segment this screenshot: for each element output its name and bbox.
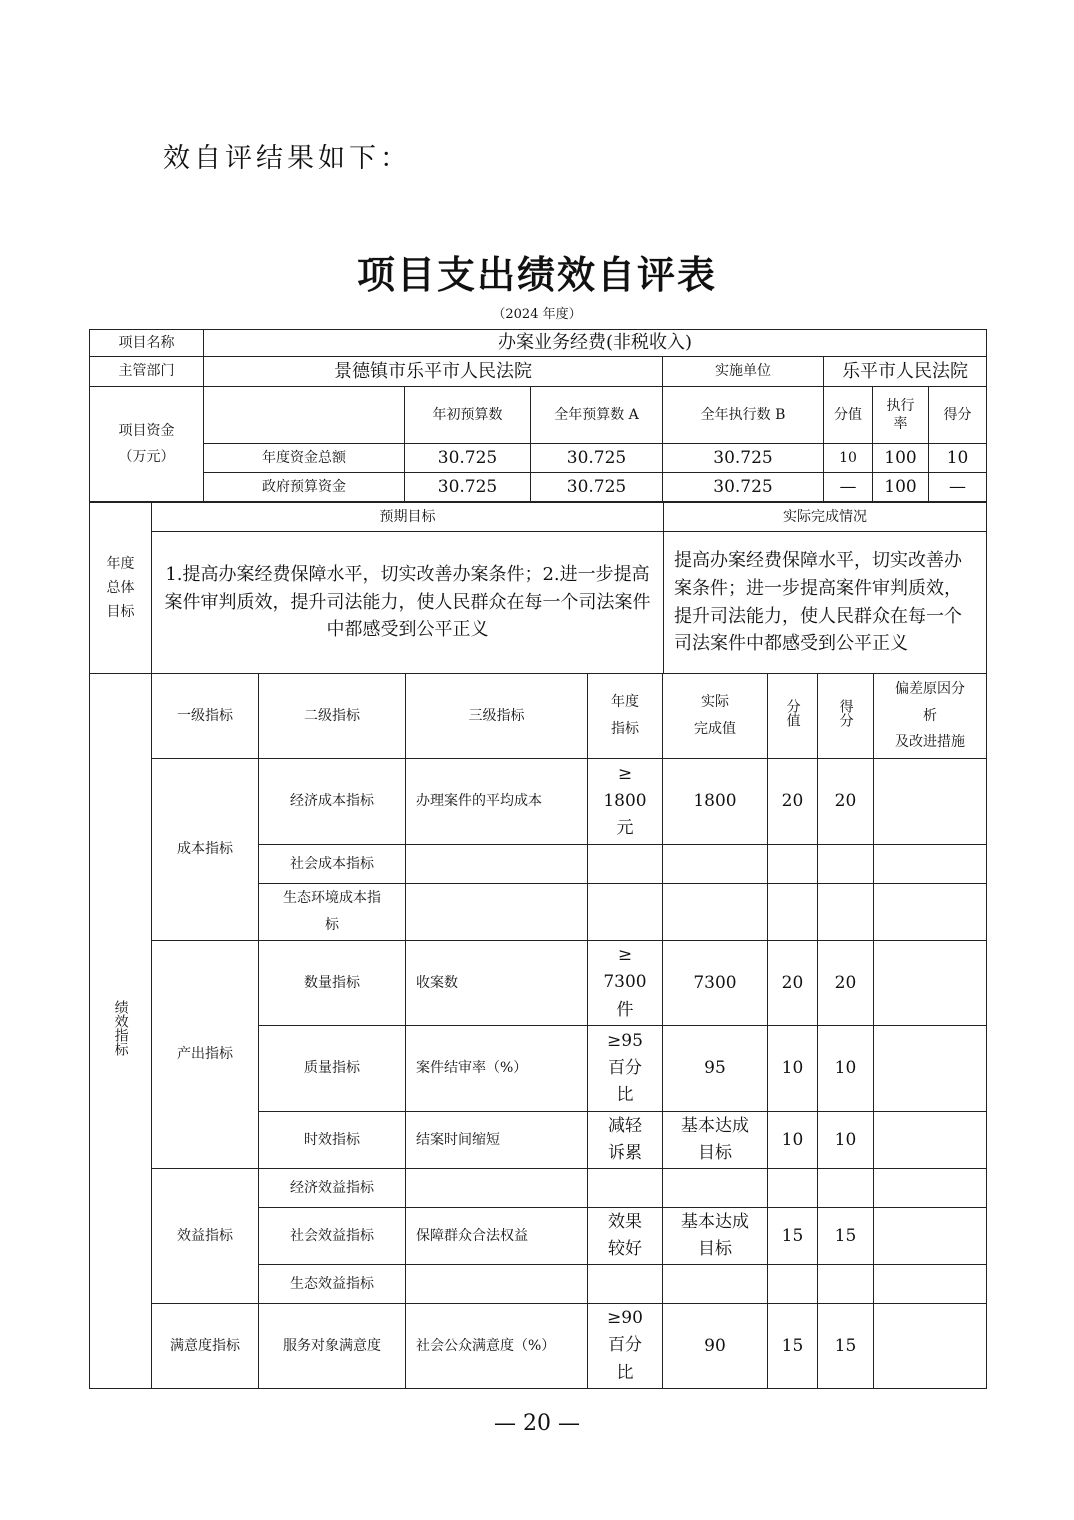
funds-row-gov-score: — <box>929 473 987 502</box>
econ-cost-actual: 1800 <box>663 759 768 845</box>
satisfaction-actual: 90 <box>663 1304 768 1389</box>
funds-label <box>90 387 204 502</box>
dept-label: 主管部门 <box>90 357 204 387</box>
satisfaction-target-line3: 比 <box>616 1362 634 1383</box>
group-output: 产出指标 <box>152 941 259 1169</box>
econ-benefit-actual <box>663 1169 768 1208</box>
header-score-text: 得分 <box>837 699 854 728</box>
dept-value: 景德镇市乐平市人民法院 <box>204 357 663 387</box>
header-actual <box>663 674 768 759</box>
header-actual-line2: 完成值 <box>694 721 736 737</box>
header-score-value-text: 分值 <box>784 699 801 728</box>
social-cost-score <box>818 845 874 884</box>
eco-benefit-target <box>588 1265 663 1304</box>
quality-target-line1: ≥95 <box>607 1030 643 1051</box>
funds-row-total-name: 年度资金总额 <box>204 444 405 473</box>
header-score-value <box>768 674 818 759</box>
quantity-actual: 7300 <box>663 941 768 1026</box>
header-level2: 二级指标 <box>259 674 406 759</box>
timeliness-target-line1: 减轻 <box>608 1115 642 1136</box>
eco-cost-deviation <box>874 884 987 941</box>
timeliness-score-value: 10 <box>768 1112 818 1169</box>
econ-cost-target-line3: 元 <box>616 818 634 839</box>
econ-cost-target-line1: ≥ <box>617 763 633 784</box>
econ-benefit-deviation <box>874 1169 987 1208</box>
funds-header-rate: 执行率 <box>873 387 929 444</box>
funds-row-gov-score-value: — <box>824 473 873 502</box>
eco-benefit-score <box>818 1265 874 1304</box>
funds-header-annual: 全年预算数 A <box>531 387 663 444</box>
quantity-target-line2: 7300 <box>603 972 647 993</box>
funds-row-gov-initial: 30.725 <box>405 473 531 502</box>
econ-benefit-level3 <box>406 1169 588 1208</box>
quantity-level3: 收案数 <box>406 941 588 1026</box>
header-target-line1: 年度 <box>611 694 639 711</box>
project-name-value: 办案业务经费(非税收入) <box>204 330 987 357</box>
social-cost-actual <box>663 845 768 884</box>
project-name-label: 项目名称 <box>90 330 204 357</box>
funds-row-total-annual: 30.725 <box>531 444 663 473</box>
satisfaction-target-line2: 百分 <box>608 1335 642 1356</box>
quantity-score-value: 20 <box>768 941 818 1026</box>
eco-benefit-deviation <box>874 1265 987 1304</box>
social-benefit-actual-line1: 基本达成 <box>681 1211 749 1232</box>
satisfaction-score-value: 15 <box>768 1304 818 1389</box>
impl-value: 乐平市人民法院 <box>824 357 987 387</box>
social-cost-deviation <box>874 845 987 884</box>
quantity-target-line1: ≥ <box>617 945 633 966</box>
funds-row-total-executed: 30.725 <box>663 444 824 473</box>
eco-cost-target <box>588 884 663 941</box>
quality-level3: 案件结审率（%） <box>406 1026 588 1112</box>
goals-label <box>90 503 152 674</box>
group-cost: 成本指标 <box>152 759 259 941</box>
quality-actual: 95 <box>663 1026 768 1112</box>
header-level1: 一级指标 <box>152 674 259 759</box>
quantity-level2: 数量指标 <box>259 941 406 1026</box>
timeliness-actual-line1: 基本达成 <box>681 1115 749 1136</box>
eco-cost-level2-line2: 标 <box>325 917 339 933</box>
funds-row-gov-annual: 30.725 <box>531 473 663 502</box>
funds-row-gov-rate: 100 <box>873 473 929 502</box>
social-cost-target <box>588 845 663 884</box>
eco-benefit-actual <box>663 1265 768 1304</box>
funds-header-executed: 全年执行数 B <box>663 387 824 444</box>
econ-cost-score: 20 <box>818 759 874 845</box>
page-number: — 20 — <box>494 1411 580 1436</box>
funds-row-total-score-value: 10 <box>824 444 873 473</box>
header-target-line2: 指标 <box>611 721 639 737</box>
econ-cost-level2: 经济成本指标 <box>259 759 406 845</box>
satisfaction-target <box>588 1304 663 1389</box>
social-benefit-score: 15 <box>818 1208 874 1265</box>
funds-row-total-rate: 100 <box>873 444 929 473</box>
funds-row-total-score: 10 <box>929 444 987 473</box>
header-deviation-line3: 及改进措施 <box>895 734 965 751</box>
timeliness-actual <box>663 1112 768 1169</box>
social-benefit-level2: 社会效益指标 <box>259 1208 406 1265</box>
social-benefit-target-line1: 效果 <box>608 1211 642 1232</box>
social-benefit-deviation <box>874 1208 987 1265</box>
funds-label-line2: （万元） <box>118 449 175 465</box>
quantity-score: 20 <box>818 941 874 1026</box>
satisfaction-target-line1: ≥90 <box>607 1308 643 1329</box>
social-benefit-score-value: 15 <box>768 1208 818 1265</box>
eco-cost-actual <box>663 884 768 941</box>
header-deviation <box>874 674 987 759</box>
quality-level2: 质量指标 <box>259 1026 406 1112</box>
eco-cost-level2-line1: 生态环境成本指 <box>283 890 381 907</box>
goals-label-line2: 总体 <box>106 579 135 596</box>
intro-text: 效自评结果如下： <box>163 143 411 174</box>
timeliness-level3: 结案时间缩短 <box>406 1112 588 1169</box>
social-cost-score-value <box>768 845 818 884</box>
social-cost-level2: 社会成本指标 <box>259 845 406 884</box>
funds-label-line1: 项目资金 <box>118 422 175 439</box>
quality-target <box>588 1026 663 1112</box>
satisfaction-deviation <box>874 1304 987 1389</box>
timeliness-level2: 时效指标 <box>259 1112 406 1169</box>
quality-target-line3: 比 <box>616 1085 634 1106</box>
quantity-deviation <box>874 941 987 1026</box>
expected-goal-text: 1.提高办案经费保障水平，切实改善办案条件；2.进一步提高案件审判质效，提升司法能力，使人民群众在每一个司法案件中都感受到公平正义 <box>152 532 664 674</box>
funds-header-score: 得分 <box>929 387 987 444</box>
eco-cost-level3 <box>406 884 588 941</box>
social-benefit-target <box>588 1208 663 1265</box>
eco-cost-level2 <box>259 884 406 941</box>
quality-score: 10 <box>818 1026 874 1112</box>
satisfaction-level2: 服务对象满意度 <box>259 1304 406 1389</box>
header-level3: 三级指标 <box>406 674 588 759</box>
quantity-target <box>588 941 663 1026</box>
funds-row-gov-name: 政府预算资金 <box>204 473 405 502</box>
impl-label: 实施单位 <box>663 357 824 387</box>
social-benefit-actual-line2: 目标 <box>698 1239 732 1259</box>
quality-target-line2: 百分 <box>608 1057 642 1078</box>
indicators-side-label <box>90 674 152 1389</box>
satisfaction-level3: 社会公众满意度（%） <box>406 1304 588 1389</box>
timeliness-actual-line2: 目标 <box>698 1143 732 1163</box>
satisfaction-score: 15 <box>818 1304 874 1389</box>
timeliness-deviation <box>874 1112 987 1169</box>
econ-cost-deviation <box>874 759 987 845</box>
eco-benefit-level2: 生态效益指标 <box>259 1265 406 1304</box>
funds-header-score-value: 分值 <box>824 387 873 444</box>
timeliness-target-line2: 诉累 <box>608 1143 642 1163</box>
eco-benefit-level3 <box>406 1265 588 1304</box>
actual-goal-header: 实际完成情况 <box>664 503 987 532</box>
econ-cost-target-line2: 1800 <box>603 790 647 811</box>
header-score <box>818 674 874 759</box>
econ-benefit-level2: 经济效益指标 <box>259 1169 406 1208</box>
group-satisfaction: 满意度指标 <box>152 1304 259 1389</box>
header-target <box>588 674 663 759</box>
quality-score-value: 10 <box>768 1026 818 1112</box>
econ-cost-score-value: 20 <box>768 759 818 845</box>
social-benefit-target-line2: 较好 <box>608 1239 642 1259</box>
page-subtitle: （2024 年度） <box>492 307 582 322</box>
goals-table <box>89 502 987 674</box>
quantity-target-line3: 件 <box>616 999 634 1020</box>
actual-goal-text: 提高办案经费保障水平，切实改善办案条件；进一步提高案件审判质效，提升司法能力，使人民群众在每一个司法案件中都感受到公平正义 <box>664 532 987 674</box>
econ-benefit-score <box>818 1169 874 1208</box>
expected-goal-header: 预期目标 <box>152 503 664 532</box>
eco-cost-score-value <box>768 884 818 941</box>
timeliness-target <box>588 1112 663 1169</box>
goals-label-line3: 目标 <box>106 604 135 621</box>
funds-row-gov-executed: 30.725 <box>663 473 824 502</box>
quality-deviation <box>874 1026 987 1112</box>
timeliness-score: 10 <box>818 1112 874 1169</box>
header-deviation-line2: 析 <box>923 707 937 724</box>
econ-benefit-target <box>588 1169 663 1208</box>
indicators-table <box>89 673 987 1389</box>
header-deviation-line1: 偏差原因分 <box>895 681 965 698</box>
header-actual-line1: 实际 <box>701 694 729 711</box>
group-benefit: 效益指标 <box>152 1169 259 1304</box>
funds-header-blank <box>204 387 405 444</box>
social-cost-level3 <box>406 845 588 884</box>
project-info-table <box>89 329 987 502</box>
eco-benefit-score-value <box>768 1265 818 1304</box>
goals-label-line1: 年度 <box>106 555 135 572</box>
funds-row-total-initial: 30.725 <box>405 444 531 473</box>
social-benefit-actual <box>663 1208 768 1265</box>
page-title: 项目支出绩效自评表 <box>356 252 717 297</box>
indicators-side-label-text: 绩效指标 <box>112 1000 129 1057</box>
econ-cost-target <box>588 759 663 845</box>
social-benefit-level3: 保障群众合法权益 <box>406 1208 588 1265</box>
funds-header-initial: 年初预算数 <box>405 387 531 444</box>
econ-benefit-score-value <box>768 1169 818 1208</box>
eco-cost-score <box>818 884 874 941</box>
econ-cost-level3: 办理案件的平均成本 <box>406 759 588 845</box>
